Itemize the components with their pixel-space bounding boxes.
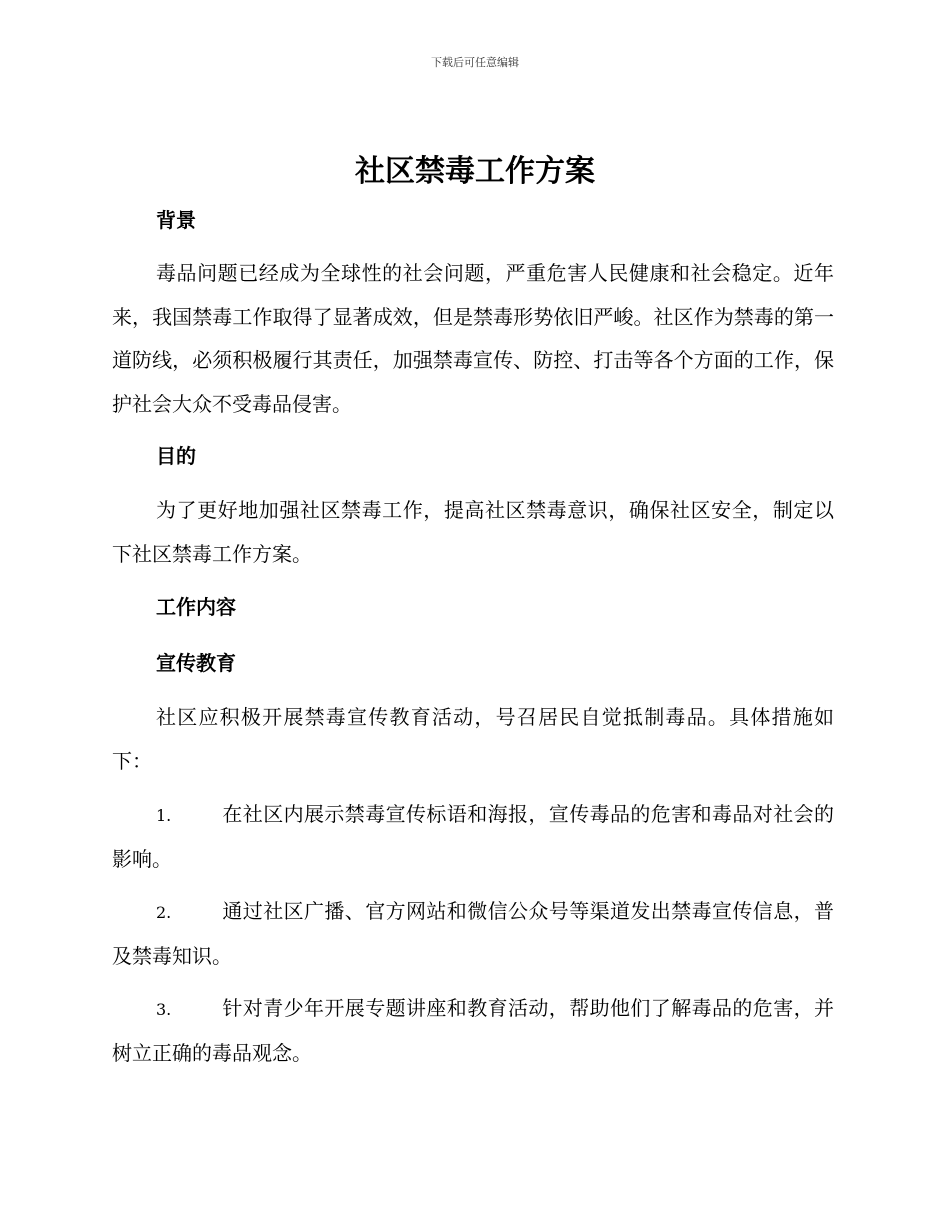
section-heading-work-content: 工作内容 xyxy=(156,595,236,619)
list-item-number: 2. xyxy=(156,903,172,922)
list-item-text: 针对青少年开展专题讲座和教育活动，帮助他们了解毒品的危害，并树立正确的毒品观念。 xyxy=(112,996,834,1065)
document-title: 社区禁毒工作方案 xyxy=(355,154,595,189)
list-item-text: 在社区内展示禁毒宣传标语和海报，宣传毒品的危害和毒品对社会的影响。 xyxy=(112,802,834,871)
page-header-note: 下载后可任意编辑 xyxy=(431,56,519,69)
subsection-heading-publicity: 宣传教育 xyxy=(156,651,236,675)
list-item-number: 3. xyxy=(156,1000,172,1019)
list-item-text: 通过社区广播、官方网站和微信公众号等渠道发出禁毒宣传信息，普及禁毒知识。 xyxy=(112,899,834,968)
list-item xyxy=(112,890,834,978)
purpose-paragraph: 为了更好地加强社区禁毒工作，提高社区禁毒意识，确保社区安全，制定以下社区禁毒工作方案。 xyxy=(112,498,834,566)
section-heading-background: 背景 xyxy=(156,208,196,232)
publicity-intro-paragraph: 社区应积极开展禁毒宣传教育活动，号召居民自觉抵制毒品。具体措施如下： xyxy=(112,705,834,773)
list-item xyxy=(112,987,834,1075)
list-item-number: 1. xyxy=(156,806,172,825)
section-heading-purpose: 目的 xyxy=(156,444,196,468)
background-paragraph: 毒品问题已经成为全球性的社会问题，严重危害人民健康和社会稳定。近年来，我国禁毒工作取得了显著成效，但是禁毒形势依旧严峻。社区作为禁毒的第一道防线，必须积极履行其责任，加强禁毒宣传、防控、打击等各个方面的工作，保护社会大众不受毒品侵害。 xyxy=(112,261,834,416)
list-item xyxy=(112,793,834,881)
